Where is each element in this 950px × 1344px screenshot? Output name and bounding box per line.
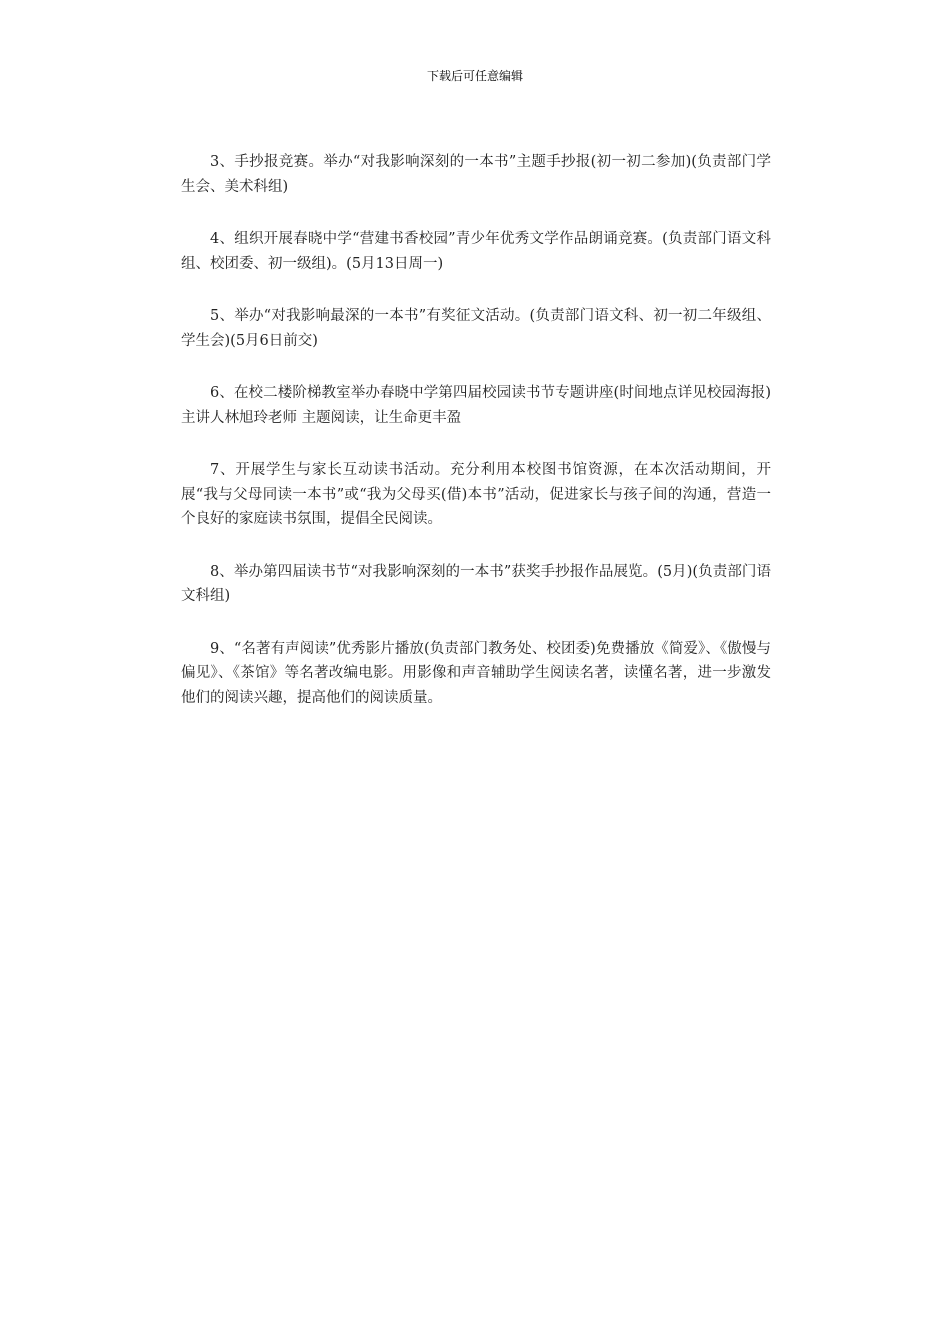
paragraph-item-7: 7、开展学生与家长互动读书活动。充分利用本校图书馆资源，在本次活动期间，开展“我与父母同读一本书”或“我为父母买(借)本书”活动，促进家长与孩子间的沟通，营造一个良好的家庭读书氛围，提倡全民阅读。 — [181, 462, 771, 527]
paragraph-item-9: 9、“名著有声阅读”优秀影片播放(负责部门教务处、校团委)免费播放《简爱》、《傲慢与偏见》、《茶馆》等名著改编电影。用影像和声音辅助学生阅读名著，读懂名著，进一步激发他们的阅读兴趣，提高他们的阅读质量。 — [181, 640, 771, 706]
paragraph-item-8: 8、举办第四届读书节“对我影响深刻的一本书”获奖手抄报作品展览。(5月)(负责部门语文科组) — [181, 563, 771, 604]
document-body — [181, 150, 771, 738]
paragraph-item-3: 3、手抄报竞赛。举办“对我影响深刻的一本书”主题手抄报(初一初二参加)(负责部门学生会、美术科组) — [181, 154, 771, 195]
page-header: 下载后可任意编辑 — [426, 69, 523, 83]
paragraph-item-4: 4、组织开展春晓中学“营建书香校园”青少年优秀文学作品朗诵竞赛。(负责部门语文科组、校团委、初一级组)。(5月13日周一) — [181, 231, 771, 272]
paragraph-item-5: 5、举办“对我影响最深的一本书”有奖征文活动。(负责部门语文科、初一初二年级组、学生会)(5月6日前交) — [181, 308, 771, 349]
paragraph-item-6: 6、在校二楼阶梯教室举办春晓中学第四届校园读书节专题讲座(时间地点详见校园海报)主讲人林旭玲老师 主题阅读，让生命更丰盈 — [181, 385, 771, 426]
